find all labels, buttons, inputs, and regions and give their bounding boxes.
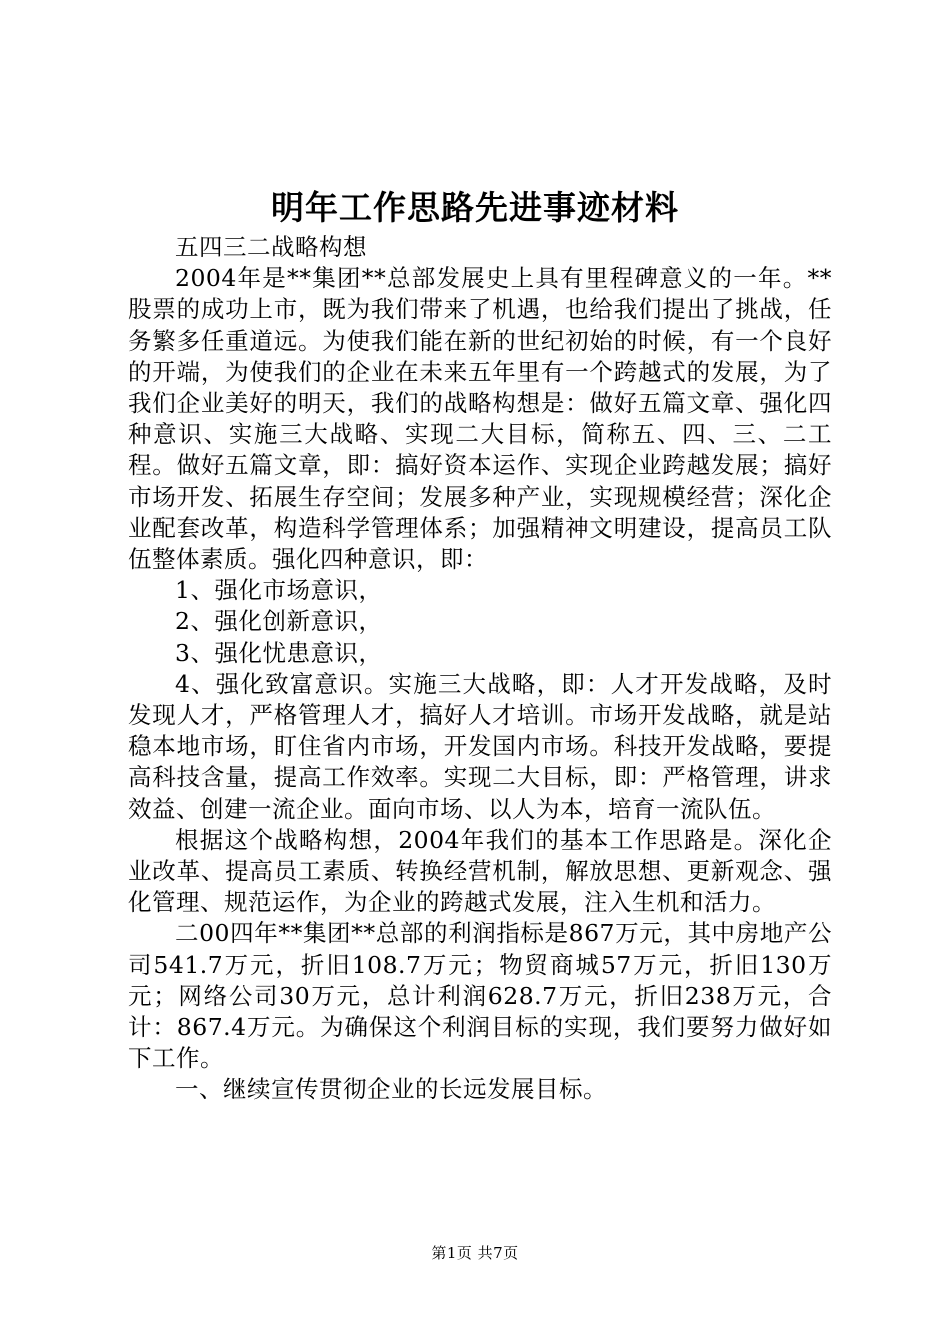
document-body [128,232,832,1106]
paragraph-work-ideas: 根据这个战略构想，2004年我们的基本工作思路是。深化企业改革、提高员工素质、转换经营机制，解放思想、更新观念、强化管理、规范运作，为企业的跨越式发展，注入生机和活力。 [128,825,832,917]
paragraph-intro: 2004年是**集团**总部发展史上具有里程碑意义的一年。**股票的成功上市，既为我们带来了机遇，也给我们提出了挑战，任务繁多任重道远。为使我们能在新的世纪初始的时候，有一个良好的开端，为使我们的企业在未来五年里有一个跨越式的发展，为了我们企业美好的明天，我们的战略构想是：做好五篇文章、强化四种意识、实施三大战略、实现二大目标，简称五、四、三、二工程。做好五篇文章，即：搞好资本运作、实现企业跨越发展；搞好市场开发、拓展生存空间；发展多种产业，实现规模经营；深化企业配套改革，构造科学管理体系；加强精神文明建设，提高员工队伍整体素质。强化四种意识，即： [128,264,832,574]
list-item-1: 1、强化市场意识， [175,576,383,605]
list-item-4: 4、强化致富意识。实施三大战略，即：人才开发战略，及时发现人才，严格管理人才，搞好人才培训。市场开发战略，就是站稳本地市场，盯住省内市场，开发国内市场。科技开发战略，要提高科技含量，提高工作效率。实现二大目标，即：严格管理，讲求效益、创建一流企业。面向市场、以人为本，培育一流队伍。 [128,669,832,823]
list-item-3: 3、强化忧患意识， [175,638,383,667]
list-item-2: 2、强化创新意识， [175,607,383,636]
page-footer: 第1页 共7页 [431,1244,519,1262]
paragraph-heading: 五四三二战略构想 [175,233,367,261]
paragraph-profit-targets: 二00四年**集团**总部的利润指标是867万元，其中房地产公司541.7万元，折旧108.7万元；物贸商城57万元，折旧130万元；网络公司30万元，总计利润628.7万元，折旧238万元，合计：867.4万元。为确保这个利润目标的实现，我们要努力做好如下工作。 [128,919,832,1073]
section-heading-1: 一、继续宣传贯彻企业的长远发展目标。 [175,1075,607,1104]
document-title: 明年工作思路先进事迹材料 [271,188,679,227]
